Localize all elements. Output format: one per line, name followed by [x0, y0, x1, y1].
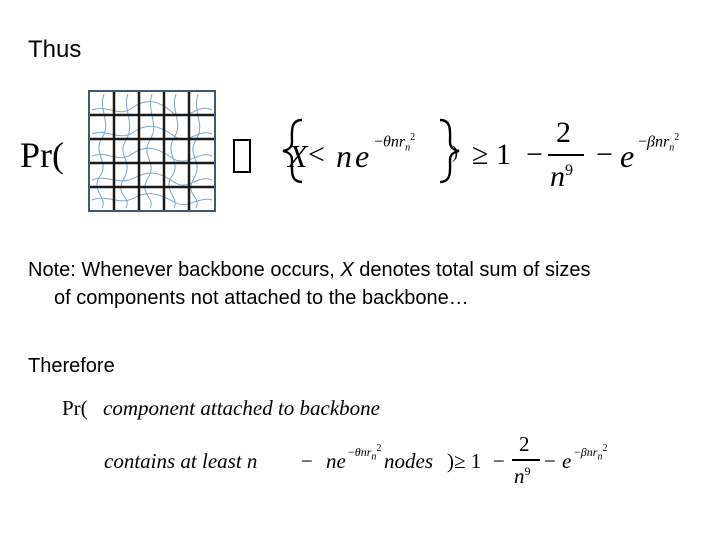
exponent-2: −βnr$_n^2$ [638, 132, 680, 154]
box-glyph [232, 138, 252, 174]
geq-one-2: ≥ 1 [454, 449, 482, 473]
exponent-4: −βnr$_n^2$ [574, 443, 608, 463]
minus-1: − [526, 138, 543, 171]
right-brace [436, 118, 462, 184]
e-term-3: e [562, 449, 572, 473]
therefore-label: Therefore [28, 355, 115, 377]
fraction-numerator: 2 [556, 116, 571, 149]
slide-title: Thus [28, 36, 82, 63]
ne-term: ne [326, 449, 346, 473]
fraction2-numerator: 2 [519, 432, 530, 456]
pr-open-2: Pr( [62, 396, 88, 420]
paren-close-1: ) [452, 142, 458, 162]
component-text: component attached to backbone [103, 396, 380, 420]
fraction2-bar [512, 459, 540, 461]
fraction-denominator: $n^9$ [550, 160, 573, 193]
less-than: < [308, 138, 325, 171]
fraction-bar [548, 154, 584, 156]
exponent-3: −θnr$_n^2$ [348, 443, 382, 463]
minus-b: − [493, 449, 505, 473]
note-line-1: Note: Whenever backbone occurs, X denotes total sum of sizes [28, 259, 591, 281]
n-term: n [336, 138, 352, 174]
geq-one: ≥ 1 [472, 138, 511, 171]
minus-2: − [596, 138, 613, 171]
minus-c: − [544, 449, 556, 473]
note-line-2: of components not attached to the backbone… [54, 287, 469, 309]
pr-open: Pr( [20, 135, 64, 175]
note-paragraph [28, 256, 698, 312]
nodes-text: nodes [384, 449, 433, 473]
e-term-2: e [620, 138, 635, 174]
fraction2-denominator: $n^9$ [514, 464, 531, 488]
e-term: e [355, 138, 370, 174]
exponent-1: −θnr$_n^2$ [374, 132, 416, 154]
contains-text: contains at least n [104, 449, 258, 473]
paren-close-2: ) [447, 449, 454, 473]
variable-x: X [288, 138, 308, 174]
grid-graph-image [88, 90, 216, 212]
minus-a: − [301, 449, 313, 473]
